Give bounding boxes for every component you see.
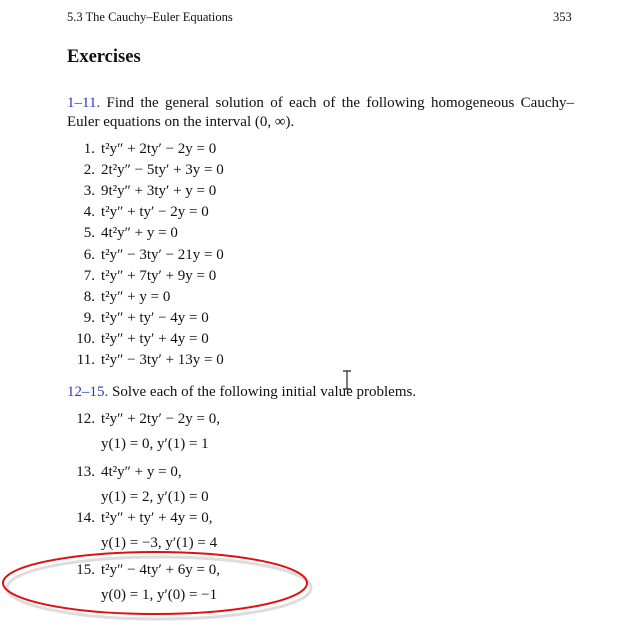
exercise-equation: t²y″ − 4ty′ + 6y = 0, (101, 562, 220, 578)
exercise-number: 10. (76, 330, 95, 347)
exercise-equation: t²y″ − 3ty′ − 21y = 0 (101, 246, 224, 263)
text-cursor-icon (340, 370, 354, 390)
initial-conditions: y(1) = 2, y′(1) = 0 (101, 489, 209, 505)
group1-range-link[interactable]: 1–11. (67, 95, 101, 111)
initial-conditions: y(1) = −3, y′(1) = 4 (101, 535, 218, 551)
exercise-number: 13. (76, 464, 95, 480)
initial-conditions: y(0) = 1, y′(0) = −1 (101, 587, 218, 603)
exercise-equation: t²y″ + 7ty′ + 9y = 0 (101, 267, 217, 284)
exercise-equation: 9t²y″ + 3ty′ + y = 0 (101, 183, 217, 200)
page-number: 353 (553, 10, 572, 24)
red-ellipse-annotation (0, 545, 320, 625)
exercise-equation: t²y″ + y = 0 (101, 288, 171, 305)
group1-instruction-text: Find the general solution of each of the following homogeneous Cauchy–Euler equations on the interval (0, ∞). (67, 95, 574, 130)
exercise-equation: t²y″ + ty′ + 4y = 0 (101, 330, 209, 347)
exercise-number: 6. (83, 246, 95, 263)
initial-conditions: y(1) = 0, y′(1) = 1 (101, 436, 209, 452)
exercise-number: 7. (83, 267, 95, 284)
exercise-equation: t²y″ + ty′ − 2y = 0 (101, 204, 209, 221)
exercise-number: 9. (83, 309, 95, 326)
exercise-number: 15. (76, 562, 95, 578)
section-heading: Exercises (67, 47, 141, 67)
exercise-number: 12. (76, 411, 95, 427)
exercise-equation: t²y″ + ty′ − 4y = 0 (101, 309, 209, 326)
exercise-equation: 4t²y″ + y = 0 (101, 225, 178, 242)
running-header-section: 5.3 The Cauchy–Euler Equations (67, 10, 233, 24)
exercise-number: 5. (83, 225, 95, 242)
exercise-equation: 4t²y″ + y = 0, (101, 464, 182, 480)
group1-instruction (67, 94, 574, 132)
group2-range-link[interactable]: 12–15. (67, 384, 109, 400)
exercise-number: 1. (83, 141, 95, 157)
exercise-equation: t²y″ + 2ty′ − 2y = 0 (101, 141, 217, 157)
exercise-equation: t²y″ + 2ty′ − 2y = 0, (101, 411, 220, 427)
exercise-number: 14. (76, 510, 95, 526)
group2-instruction (67, 383, 574, 402)
exercise-equation: t²y″ − 3ty′ + 13y = 0 (101, 352, 224, 368)
exercise-number: 11. (76, 352, 95, 368)
exercise-equation: t²y″ + ty′ + 4y = 0, (101, 510, 213, 526)
exercise-number: 8. (83, 288, 95, 305)
exercise-number: 4. (83, 204, 95, 221)
group2-instruction-text: Solve each of the following initial value problems. (112, 384, 417, 400)
exercise-number: 3. (83, 183, 95, 200)
exercise-equation: 2t²y″ − 5ty′ + 3y = 0 (101, 162, 224, 179)
exercise-number: 2. (83, 162, 95, 179)
